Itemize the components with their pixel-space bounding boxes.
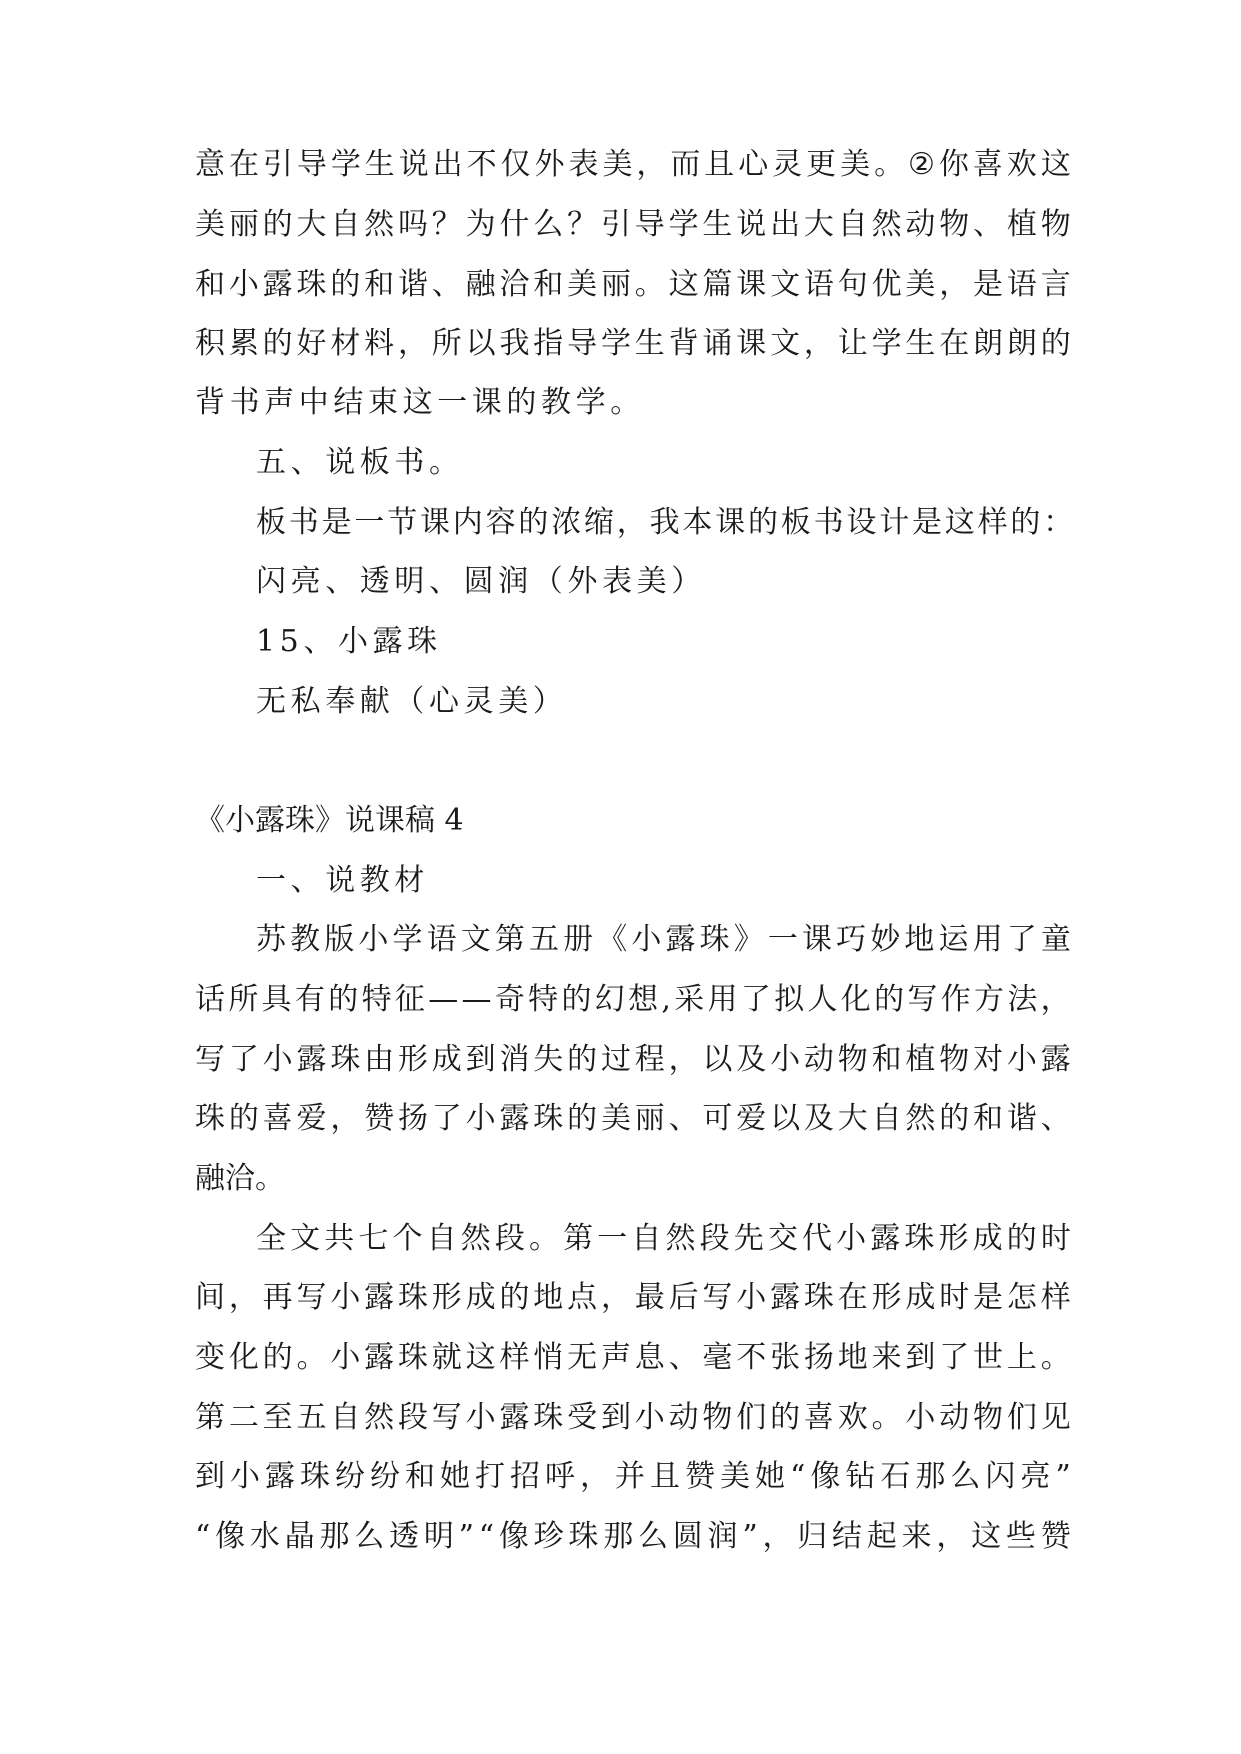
paragraph-line: 融洽。 xyxy=(195,1161,285,1196)
paragraph-line: 背书声中结束这一课的教学。 xyxy=(195,385,645,420)
paragraph-line: 积 累 的 好 材 料 ， 所 以 我 指 导 学 生 背 诵 课 文 ， 让 学 生 在 朗 朗 的 xyxy=(195,326,1071,361)
paragraph-line: 第 二 至 五 自 然 段 写 小 露 珠 受 到 小 动 物 们 的 喜 欢 。 小 动 物 们 见 xyxy=(195,1400,1071,1435)
paragraph-line: 变 化 的 。 小 露 珠 就 这 样 悄 无 声 息 、 毫 不 张 扬 地 来 到 了 世 上 。 xyxy=(195,1340,1071,1375)
paragraph-line: 话 所 具 有 的 特 征 — — 奇 特 的 幻 想 , 采 用 了 拟 人 化 的 写 作 方 法 ， xyxy=(195,982,1071,1017)
paragraph-line: 到 小 露 珠 纷 纷 和 她 打 招 呼 ， 并 且 赞 美 她 “ 像 钻 石 那 么 闪 亮 ” xyxy=(195,1459,1071,1494)
board-line: 无私奉献（心灵美） xyxy=(256,684,568,719)
paragraph-line: 珠 的 喜 爱 ， 赞 扬 了 小 露 珠 的 美 丽 、 可 爱 以 及 大 自 然 的 和 谐 、 xyxy=(195,1101,1071,1136)
paragraph-line: 全 文 共 七 个 自 然 段 。 第 一 自 然 段 先 交 代 小 露 珠 形 成 的 时 xyxy=(256,1221,1071,1256)
section-heading: 一、说教材 xyxy=(256,863,429,898)
paragraph-line: 苏 教 版 小 学 语 文 第 五 册 《 小 露 珠 》 一 课 巧 妙 地 运 用 了 童 xyxy=(256,922,1071,957)
document-title: 《小露珠》说课稿 4 xyxy=(195,803,464,838)
section-heading: 五、说板书。 xyxy=(256,445,464,480)
paragraph-line: 意 在 引 导 学 生 说 出 不 仅 外 表 美 ， 而 且 心 灵 更 美 。 ② 你 喜 欢 这 xyxy=(195,147,1071,182)
paragraph-line: “ 像 水 晶 那 么 透 明 ” “ 像 珍 珠 那 么 圆 润 ” ， 归 结 起 来 ， 这 些 赞 xyxy=(195,1519,1071,1554)
paragraph-line: 写 了 小 露 珠 由 形 成 到 消 失 的 过 程 ， 以 及 小 动 物 和 植 物 对 小 露 xyxy=(195,1042,1071,1077)
paragraph-line: 和 小 露 珠 的 和 谐 、 融 洽 和 美 丽 。 这 篇 课 文 语 句 优 美 ， 是 语 言 xyxy=(195,267,1071,302)
paragraph-line: 板书是一节课内容的浓缩，我本课的板书设计是这样的： xyxy=(256,505,1076,540)
paragraph-line: 间 ， 再 写 小 露 珠 形 成 的 地 点 ， 最 后 写 小 露 珠 在 形 成 时 是 怎 样 xyxy=(195,1280,1071,1315)
paragraph-line: 美 丽 的 大 自 然 吗 ？ 为 什 么 ？ 引 导 学 生 说 出 大 自 然 动 物 、 植 物 xyxy=(195,207,1071,242)
board-line: 15、小露珠 xyxy=(256,624,442,659)
board-line: 闪亮、透明、圆润（外表美） xyxy=(256,564,706,599)
